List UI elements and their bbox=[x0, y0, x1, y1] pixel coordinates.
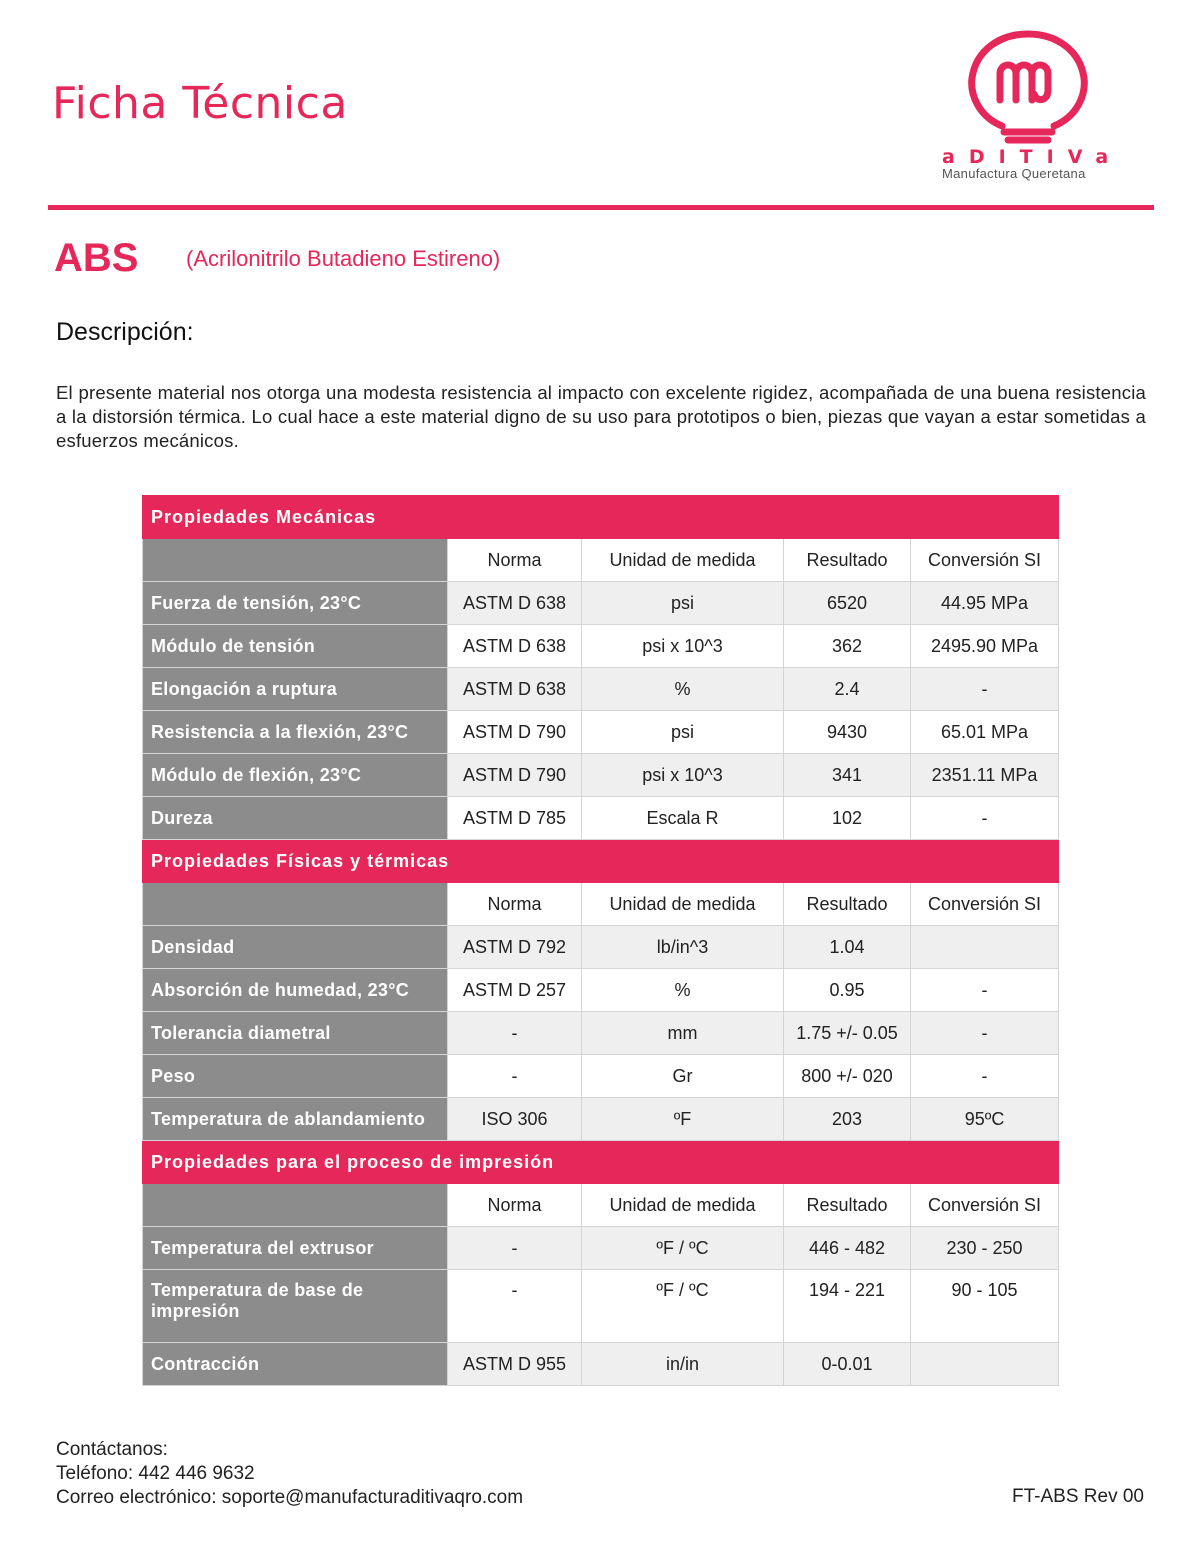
property-value: 1.04 bbox=[784, 926, 911, 969]
property-value: 194 - 221 bbox=[784, 1270, 911, 1343]
property-value: % bbox=[582, 668, 784, 711]
properties-table bbox=[142, 495, 1059, 1386]
property-value: Gr bbox=[582, 1055, 784, 1098]
property-label: Absorción de humedad, 23°C bbox=[143, 969, 448, 1012]
property-value: 9430 bbox=[784, 711, 911, 754]
contact-email: Correo electrónico: soporte@manufacturaditivaqro.com bbox=[56, 1487, 524, 1508]
header-divider bbox=[48, 205, 1154, 210]
property-label: Peso bbox=[143, 1055, 448, 1098]
property-value: 0-0.01 bbox=[784, 1343, 911, 1386]
property-value: 230 - 250 bbox=[911, 1227, 1059, 1270]
material-code: ABS bbox=[54, 236, 139, 280]
property-value: 362 bbox=[784, 625, 911, 668]
property-value: 44.95 MPa bbox=[911, 582, 1059, 625]
table-row bbox=[143, 1055, 1059, 1098]
property-value: - bbox=[448, 1012, 582, 1055]
column-header: Norma bbox=[448, 1184, 582, 1227]
table-row bbox=[143, 1227, 1059, 1270]
property-value: 800 +/- 020 bbox=[784, 1055, 911, 1098]
property-value: ASTM D 792 bbox=[448, 926, 582, 969]
section-title: Propiedades para el proceso de impresión bbox=[143, 1141, 1059, 1184]
property-value: ASTM D 790 bbox=[448, 754, 582, 797]
property-value: 102 bbox=[784, 797, 911, 840]
table-row bbox=[143, 711, 1059, 754]
property-value: in/in bbox=[582, 1343, 784, 1386]
property-value: - bbox=[911, 1012, 1059, 1055]
property-value: 2351.11 MPa bbox=[911, 754, 1059, 797]
property-value: ASTM D 955 bbox=[448, 1343, 582, 1386]
property-value bbox=[911, 1343, 1059, 1386]
property-value: 2.4 bbox=[784, 668, 911, 711]
section-title: Propiedades Mecánicas bbox=[143, 496, 1059, 539]
contact-block bbox=[56, 1438, 523, 1510]
property-value: 2495.90 MPa bbox=[911, 625, 1059, 668]
column-header: Conversión SI bbox=[911, 1184, 1059, 1227]
section-header bbox=[143, 496, 1059, 539]
property-value: Escala R bbox=[582, 797, 784, 840]
table-row bbox=[143, 1012, 1059, 1055]
property-label: Temperatura de base de impresión bbox=[143, 1270, 448, 1343]
description-heading: Descripción: bbox=[56, 318, 194, 346]
property-label: Módulo de flexión, 23°C bbox=[143, 754, 448, 797]
property-label: Dureza bbox=[143, 797, 448, 840]
table-row bbox=[143, 969, 1059, 1012]
property-value: ASTM D 790 bbox=[448, 711, 582, 754]
column-header: Conversión SI bbox=[911, 539, 1059, 582]
property-label: Módulo de tensión bbox=[143, 625, 448, 668]
property-value: psi x 10^3 bbox=[582, 625, 784, 668]
table-row bbox=[143, 797, 1059, 840]
property-label: Temperatura de ablandamiento bbox=[143, 1098, 448, 1141]
property-value: psi x 10^3 bbox=[582, 754, 784, 797]
property-value: ASTM D 638 bbox=[448, 668, 582, 711]
column-header: Resultado bbox=[784, 883, 911, 926]
contact-label: Contáctanos: bbox=[56, 1439, 168, 1460]
table-row bbox=[143, 754, 1059, 797]
property-label: Contracción bbox=[143, 1343, 448, 1386]
contact-phone: Teléfono: 442 446 9632 bbox=[56, 1463, 255, 1484]
property-value: 0.95 bbox=[784, 969, 911, 1012]
column-header: Unidad de medida bbox=[582, 883, 784, 926]
property-value: lb/in^3 bbox=[582, 926, 784, 969]
column-header: Norma bbox=[448, 883, 582, 926]
column-header: Norma bbox=[448, 539, 582, 582]
header-blank-cell bbox=[143, 1184, 448, 1227]
column-header: Resultado bbox=[784, 1184, 911, 1227]
description-text: El presente material nos otorga una modesta resistencia al impacto con excelente rigidez, acompañada de una buena resistencia a la distorsión térmica. Lo cual hace a este material digno de su uso para prototipos o bien, piezas que vayan a estar sometidas a esfuerzos mecánicos. bbox=[56, 382, 1146, 451]
property-label: Resistencia a la flexión, 23°C bbox=[143, 711, 448, 754]
property-value: 203 bbox=[784, 1098, 911, 1141]
property-value: - bbox=[911, 668, 1059, 711]
property-value: - bbox=[911, 797, 1059, 840]
property-label: Densidad bbox=[143, 926, 448, 969]
table-row bbox=[143, 668, 1059, 711]
property-value: 90 - 105 bbox=[911, 1270, 1059, 1343]
property-value: ASTM D 638 bbox=[448, 582, 582, 625]
column-header: Unidad de medida bbox=[582, 539, 784, 582]
property-value: ASTM D 785 bbox=[448, 797, 582, 840]
table-row bbox=[143, 926, 1059, 969]
property-value: - bbox=[911, 1055, 1059, 1098]
header-blank-cell bbox=[143, 883, 448, 926]
logo-tagline: Manufactura Queretana bbox=[942, 166, 1086, 181]
column-header: Conversión SI bbox=[911, 883, 1059, 926]
table-row bbox=[143, 625, 1059, 668]
table-row bbox=[143, 1098, 1059, 1141]
property-value: - bbox=[448, 1270, 582, 1343]
property-label: Elongación a ruptura bbox=[143, 668, 448, 711]
property-value: 65.01 MPa bbox=[911, 711, 1059, 754]
section-header bbox=[143, 1141, 1059, 1184]
table-row bbox=[143, 1270, 1059, 1343]
property-value: ºF / ºC bbox=[582, 1270, 784, 1343]
column-header-row bbox=[143, 1184, 1059, 1227]
property-value: ASTM D 257 bbox=[448, 969, 582, 1012]
column-header: Resultado bbox=[784, 539, 911, 582]
property-value: psi bbox=[582, 582, 784, 625]
property-value bbox=[911, 926, 1059, 969]
property-value: - bbox=[911, 969, 1059, 1012]
property-value: ASTM D 638 bbox=[448, 625, 582, 668]
property-value: - bbox=[448, 1055, 582, 1098]
logo-wordmark: aDITIVa bbox=[942, 146, 1123, 168]
property-value: % bbox=[582, 969, 784, 1012]
page-title: Ficha Técnica bbox=[52, 78, 348, 129]
column-header-row bbox=[143, 539, 1059, 582]
table-row bbox=[143, 1343, 1059, 1386]
property-value: - bbox=[448, 1227, 582, 1270]
property-value: 341 bbox=[784, 754, 911, 797]
properties-table-body bbox=[143, 496, 1059, 1386]
property-value: 446 - 482 bbox=[784, 1227, 911, 1270]
property-value: ºF bbox=[582, 1098, 784, 1141]
property-label: Fuerza de tensión, 23°C bbox=[143, 582, 448, 625]
column-header-row bbox=[143, 883, 1059, 926]
document-code: FT-ABS Rev 00 bbox=[1012, 1486, 1144, 1507]
property-label: Tolerancia diametral bbox=[143, 1012, 448, 1055]
section-title: Propiedades Físicas y térmicas bbox=[143, 840, 1059, 883]
header-blank-cell bbox=[143, 539, 448, 582]
property-value: 1.75 +/- 0.05 bbox=[784, 1012, 911, 1055]
property-label: Temperatura del extrusor bbox=[143, 1227, 448, 1270]
property-value: ISO 306 bbox=[448, 1098, 582, 1141]
property-value: 95ºC bbox=[911, 1098, 1059, 1141]
section-header bbox=[143, 840, 1059, 883]
table-row bbox=[143, 582, 1059, 625]
property-value: 6520 bbox=[784, 582, 911, 625]
material-name: (Acrilonitrilo Butadieno Estireno) bbox=[186, 246, 501, 271]
column-header: Unidad de medida bbox=[582, 1184, 784, 1227]
property-value: ºF / ºC bbox=[582, 1227, 784, 1270]
property-value: psi bbox=[582, 711, 784, 754]
property-value: mm bbox=[582, 1012, 784, 1055]
